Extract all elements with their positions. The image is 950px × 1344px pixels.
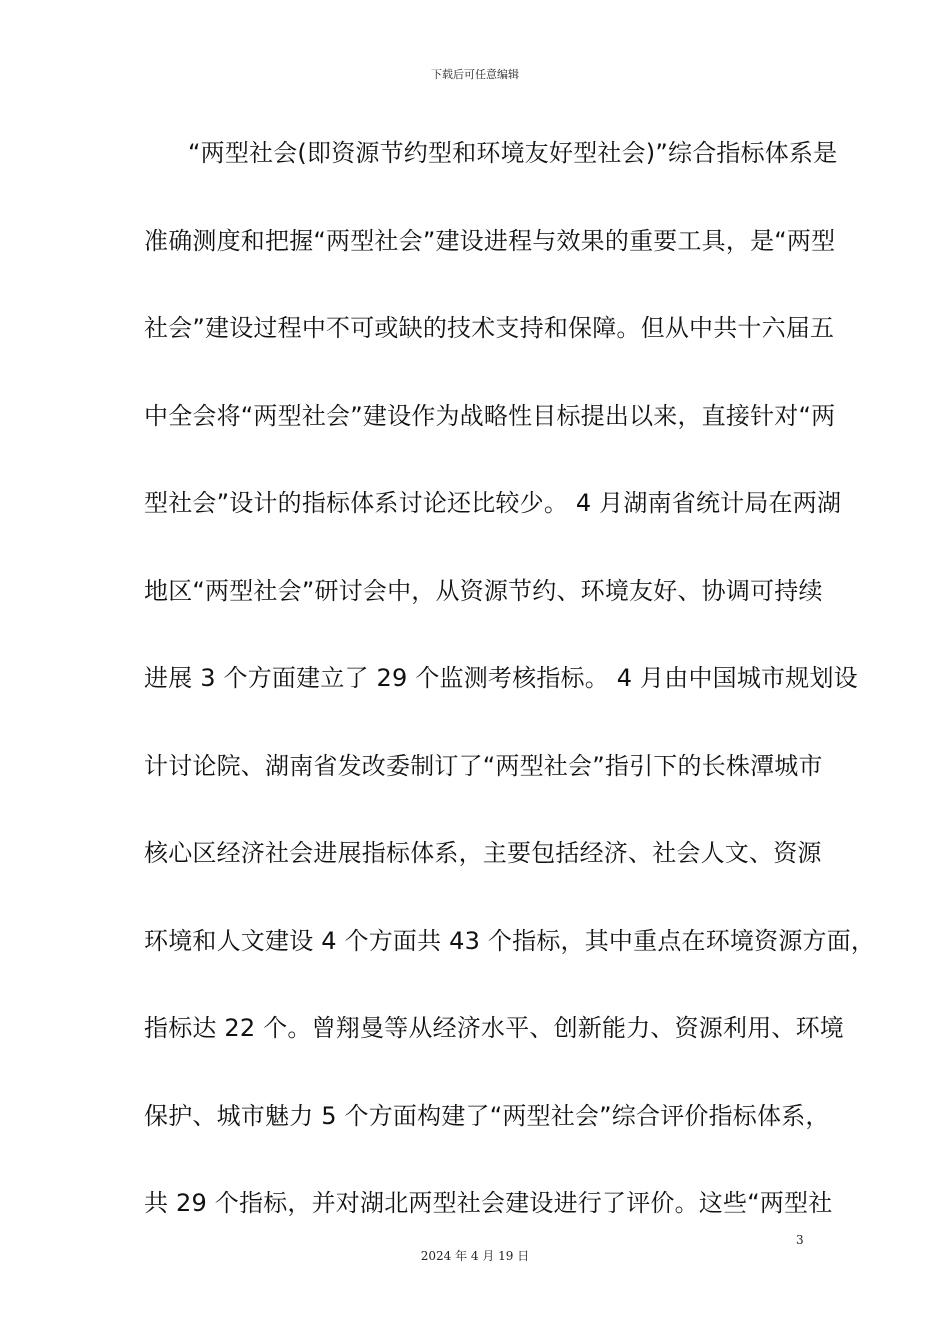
text-line: 社会”建设过程中不可或缺的技术支持和保障。但从中共十六届五 [144,314,835,342]
text-line: 核心区经济社会进展指标体系，主要包括经济、社会人文、资源 [144,839,822,867]
text-line: 中全会将“两型社会”建设作为战略性目标提出以来，直接针对“两 [144,401,836,430]
text-line: 指标达 22 个。曾翔曼等从经济水平、创新能力、资源利用、环境 [144,1014,844,1042]
text-line: 准确测度和把握“两型社会”建设进程与效果的重要工具，是“两型 [144,226,836,255]
text-line: 计讨论院、湖南省发改委制订了“两型社会”指引下的长株潭城市 [144,751,823,780]
page-header: 下载后可任意编辑 [431,68,519,81]
text-line: 地区“两型社会”研讨会中，从资源节约、环境友好、协调可持续 [144,576,823,605]
text-line: 型社会”设计的指标体系讨论还比较少。 4 月湖南省统计局在两湖 [144,489,842,517]
text-line: 进展 3 个方面建立了 29 个监测考核指标。 4 月由中国城市规划设 [144,664,858,692]
body-paragraph [144,128,876,1266]
text-line: 共 29 个指标，并对湖北两型社会建设进行了评价。这些“两型社 [144,1189,833,1217]
text-line: 保护、城市魅力 5 个方面构建了“两型社会”综合评价指标体系， [144,1101,830,1130]
text-line: “两型社会(即资源节约型和环境友好型社会)”综合指标体系是 [188,139,838,167]
text-line: 环境和人文建设 4 个方面共 43 个指标，其中重点在环境资源方面， [144,926,876,955]
footer-date: 2024 年 4 月 19 日 [420,1249,530,1263]
page-number: 3 [796,1233,804,1247]
